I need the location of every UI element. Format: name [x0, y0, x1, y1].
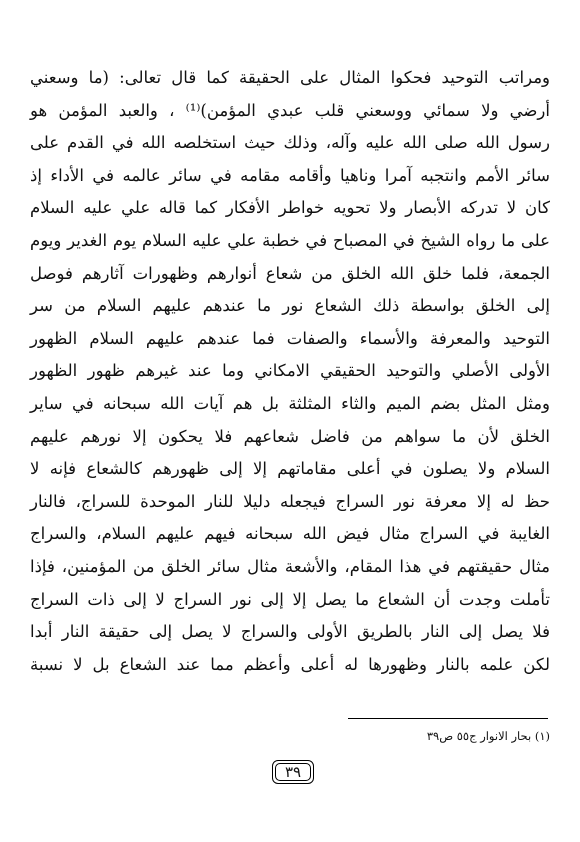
text-line: الخلق لأن ما سواهم من فاضل شعاعهم فلا يحكون إلا نورهم عليهم: [30, 426, 550, 446]
footnote-divider: [348, 718, 548, 719]
text-line: ومثل المثل بضم الميم والثاء المثلثة بل هم آيات الله سبحانه في ساير: [30, 393, 550, 413]
footnote: (١) بحار الانوار ج٥٥ ص٣٩: [426, 729, 550, 743]
text-line: الغايبة في السراج مثال فيض الله سبحانه فيهم عليهم السلام، والسراج: [30, 524, 550, 544]
text-line: تأملت وجدت أن الشعاع ما يصل إلا إلى نور السراج لا إلى ذات السراج: [30, 589, 550, 609]
text-line: إلى الخلق بواسطة ذلك الشعاع نور ما عندهم عليهم السلام من سر: [30, 296, 550, 316]
text-line: على ما رواه الشيخ في المصباح في خطبة علي عليه السلام يوم الغدير ويوم: [30, 230, 550, 250]
text-line: أرضي ولا سمائي ووسعني قلب عبدي المؤمن)⁽¹⁾ ، والعبد المؤمن هو: [30, 100, 550, 120]
text-line: ومراتب التوحيد فحكوا المثال على الحقيقة كما قال تعالى: (ما وسعني: [30, 68, 550, 87]
text-line: فلا يصل إلى النار بالطريق الأولى والسراج لا يصل إلى حقيقة النار أبدا: [30, 622, 550, 642]
text-line: الجمعة، فلما خلق الله الخلق من شعاع أنوارهم وظهورات آثارهم فوصل: [30, 263, 550, 283]
page-number: ٣٩: [272, 760, 314, 784]
text-line: سائر الأمم وانتجبه آمرا وناهيا وأقامه مقامه في سائر عالمه في الأداء إذ: [30, 165, 550, 185]
text-line: التوحيد والمعرفة والأسماء والصفات فما عندهم عليهم السلام الظهور: [30, 328, 550, 348]
text-line: حظ له إلا معرفة نور السراج فيجعله دليلا للنار الموحدة للسراج، فالنار: [30, 491, 550, 511]
text-line: مثال حقيقتهم في هذا المقام، والأشعة مثال سائر الخلق من المؤمنين، فإذا: [30, 556, 550, 576]
text-line: كان لا تدركه الأبصار ولا تحويه خواطر الأفكار كما قاله علي عليه السلام: [30, 198, 550, 218]
text-line: السلام ولا يصلون في أعلى مقاماتهم إلا إلى ظهورهم كالشعاع فإنه لا: [30, 459, 550, 479]
text-line: لكن علمه بالنار وظهورها له أعلى وأعظم مما عند الشعاع بل لا نسبة: [30, 654, 550, 674]
body-text: [30, 62, 550, 681]
text-line: الأولى الأصلي والتوحيد الحقيقي الامكاني وما عند غيرهم ظهور الظهور: [30, 361, 550, 381]
text-line: رسول الله صلى الله عليه وآله، وذلك حيث استخلصه الله في القدم على: [30, 133, 550, 153]
